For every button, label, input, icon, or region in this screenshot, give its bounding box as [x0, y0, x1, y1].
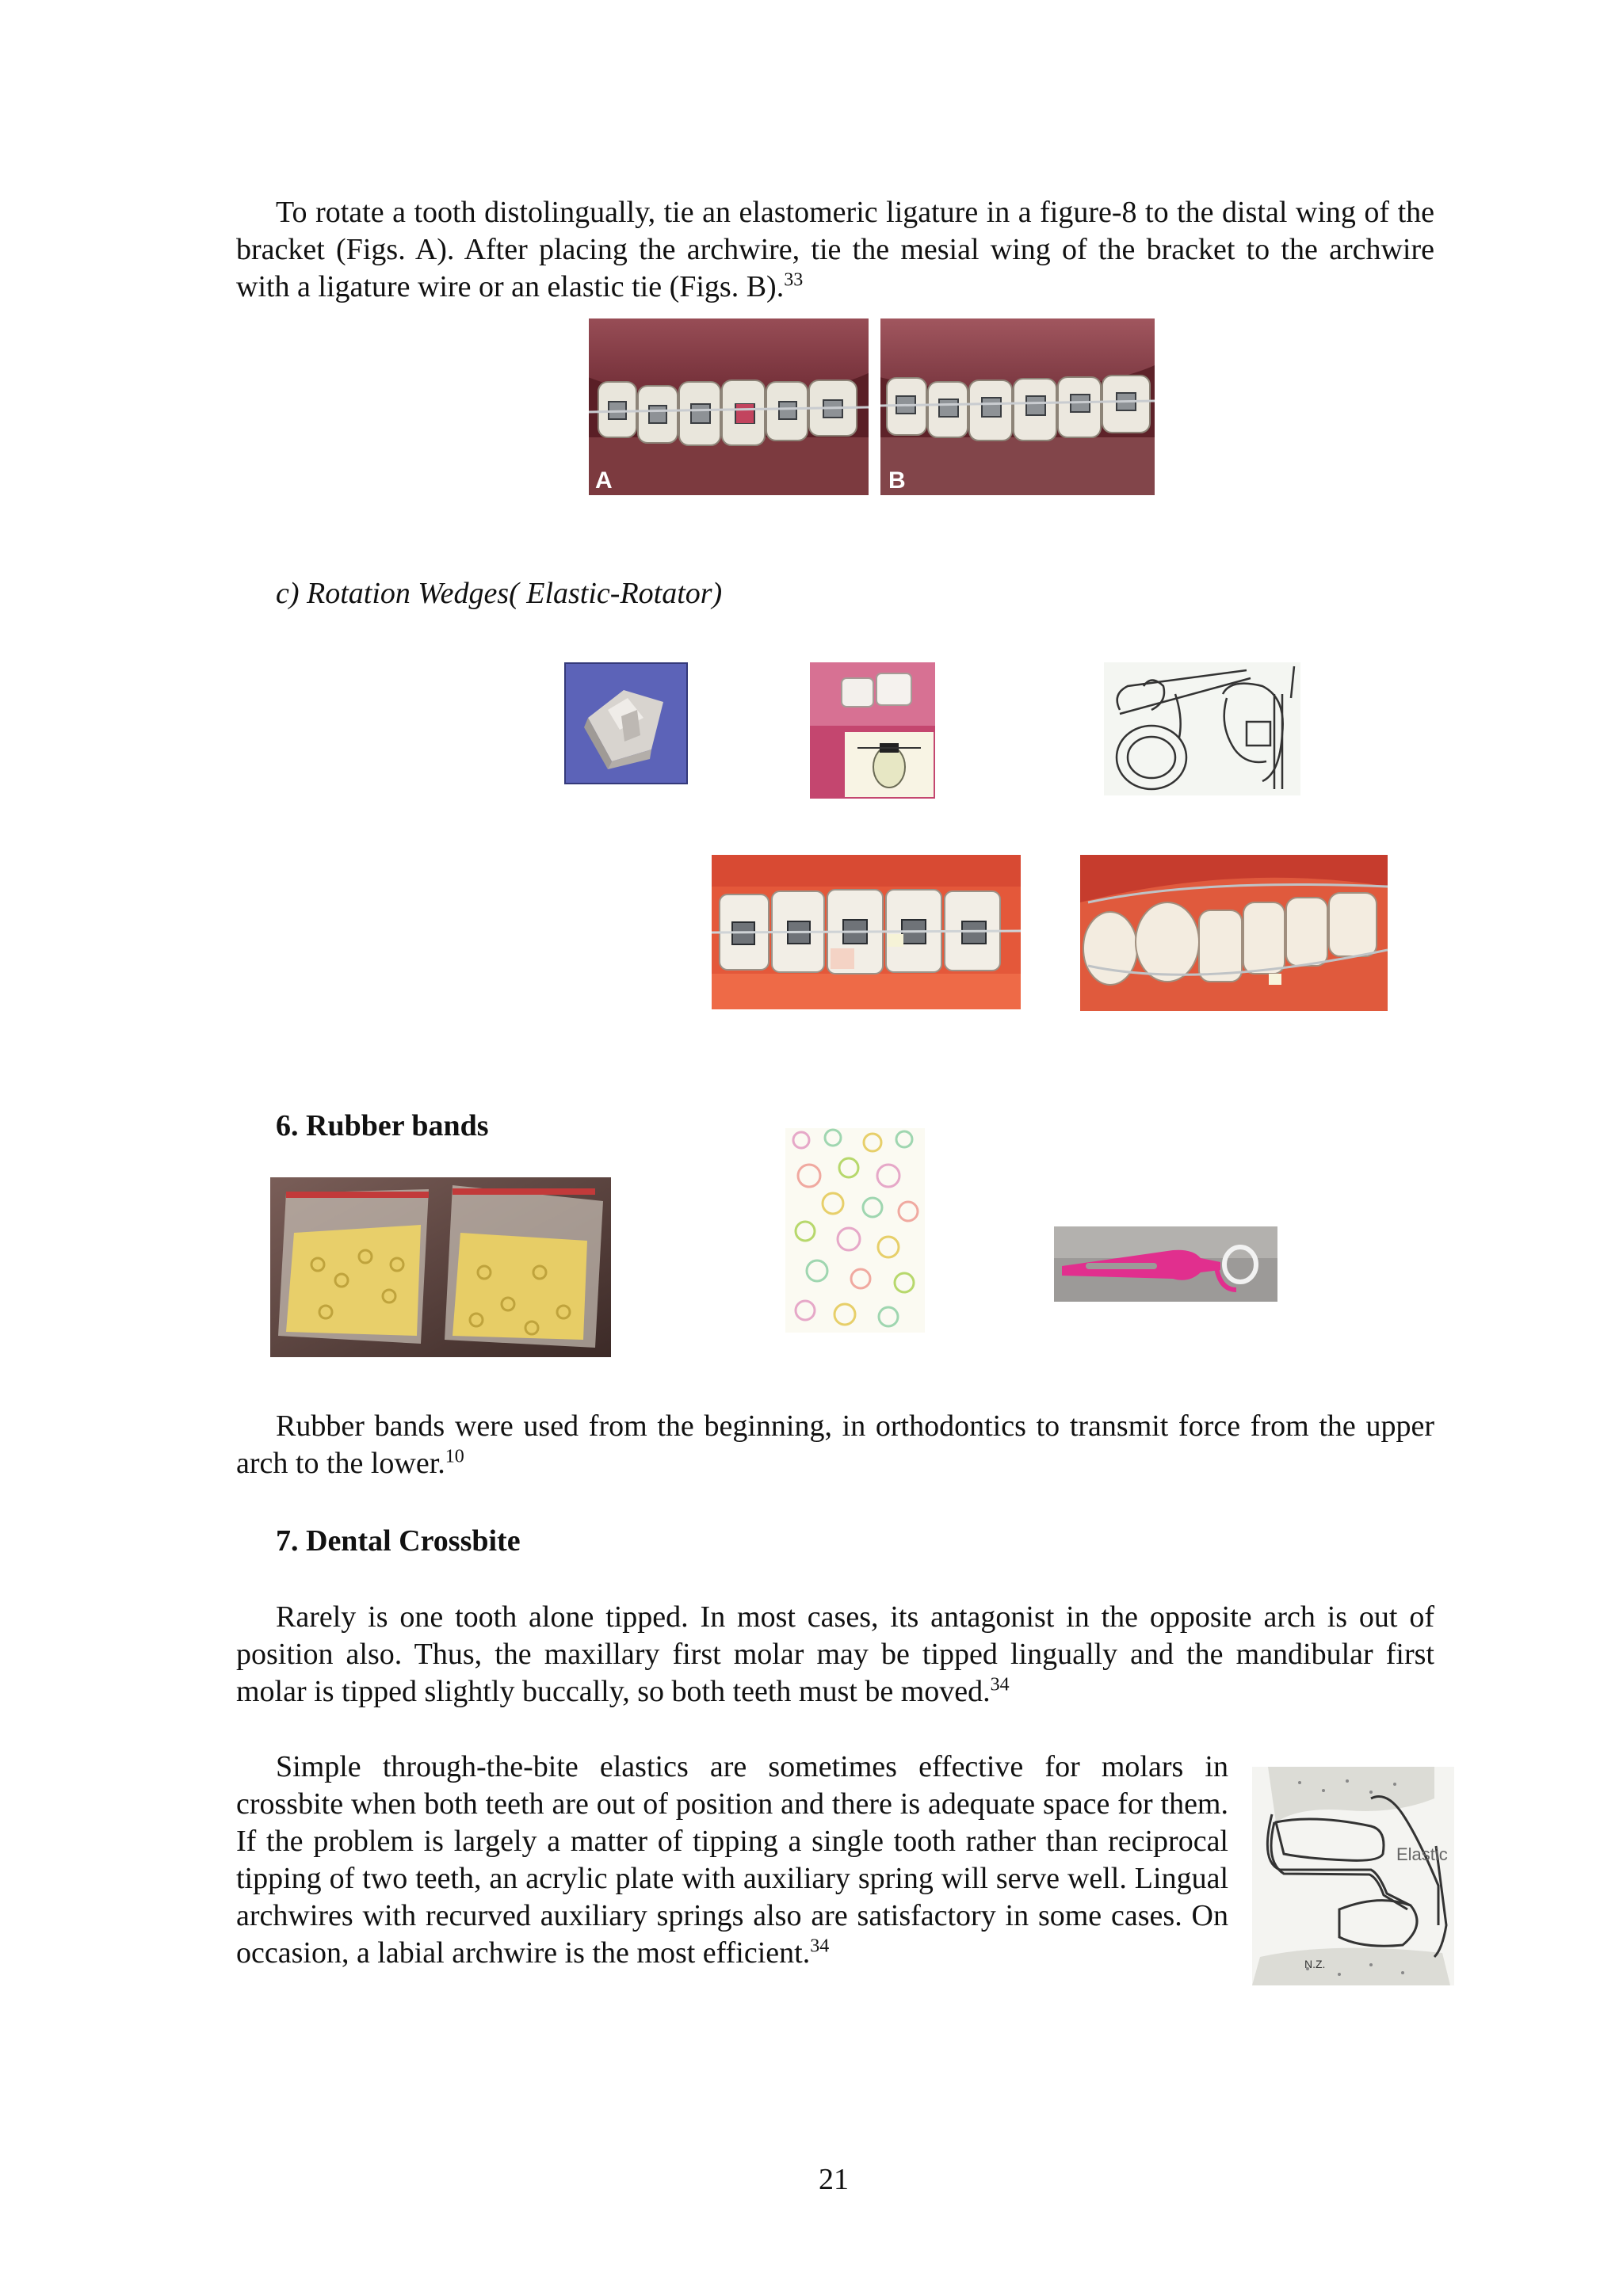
- elastic-label: Elastic: [1396, 1844, 1448, 1864]
- paragraph-crossbite-1: [236, 1599, 1434, 1711]
- elastic-placer-tool-photo: [1054, 1226, 1277, 1302]
- figure-a-label: A: [595, 467, 613, 494]
- crossbite-elastic-diagram: [1252, 1767, 1454, 1985]
- diagram-initials: N.Z.: [1304, 1958, 1326, 1970]
- paragraph-crossbite-2: [236, 1749, 1228, 1972]
- reference-34-b: 34: [810, 1936, 830, 1957]
- reference-10: 10: [445, 1446, 464, 1467]
- page-number: 21: [819, 2163, 849, 2196]
- paragraph-crossbite-2-text: Simple through-the-bite elastics are sometimes effective for molars in crossbite when both teeth are out of position and there is adequate space for them. If the problem is largely a matter of tipping a single tooth rather than reciprocal tipping of two teeth, an acrylic plate with auxiliary spring will serve well. Lingual archwires with recurved auxiliary springs also are satisfactory in some cases. On occasion, a labial archwire is the most efficient.: [236, 1750, 1228, 1970]
- heading-dental-crossbite: 7. Dental Crossbite: [276, 1524, 521, 1558]
- rotation-wedge-diagram-image: [1104, 662, 1300, 795]
- paragraph-rubber-bands-text: Rubber bands were used from the beginning, in orthodontics to transmit force from the upper arch to the lower.: [236, 1409, 1434, 1480]
- reference-33: 33: [784, 269, 804, 291]
- figure-a-photo: [589, 318, 869, 495]
- rotation-wedge-model-image: [564, 662, 688, 784]
- rotation-wedge-bracket-image: [810, 662, 935, 799]
- heading-rotation-wedges: c) Rotation Wedges( Elastic-Rotator): [276, 577, 723, 610]
- figure-b-label: B: [888, 467, 906, 494]
- figure-b-photo: [880, 318, 1155, 495]
- paragraph-rotation-text: To rotate a tooth distolingually, tie an elastomeric ligature in a figure-8 to the distal wing of the bracket (Figs. A). After placing the archwire, tie the mesial wing of the bracket to the archwire with a ligature wire or an elastic tie (Figs. B).: [236, 196, 1434, 303]
- rotation-wedge-clinical-photo-1: [712, 855, 1021, 1009]
- reference-34-a: 34: [990, 1674, 1010, 1695]
- paragraph-rotation: [236, 194, 1434, 306]
- rubber-bands-bags-photo: [270, 1177, 611, 1357]
- rotation-wedge-clinical-photo-2: [1080, 855, 1388, 1011]
- paragraph-rubber-bands: [236, 1408, 1434, 1482]
- colored-rubber-bands-photo: [785, 1128, 925, 1333]
- heading-rubber-bands: 6. Rubber bands: [276, 1109, 489, 1142]
- paragraph-crossbite-1-text: Rarely is one tooth alone tipped. In most cases, its antagonist in the opposite arch is out of position also. Thus, the maxillary first molar may be tipped lingually and the mandibular first molar is tipped slightly buccally, so both teeth must be moved.: [236, 1600, 1434, 1708]
